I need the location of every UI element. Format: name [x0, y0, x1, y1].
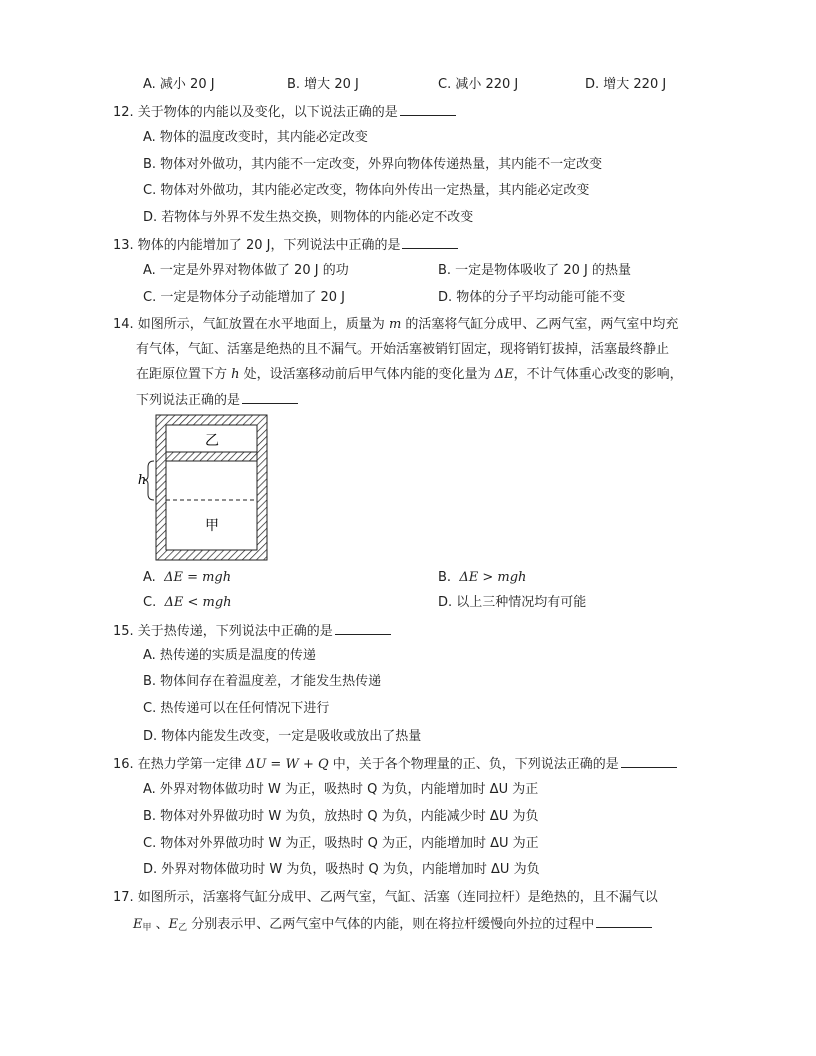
label-yi: 乙	[205, 433, 219, 449]
q14-stem-line3: 在距原位置下方 h 处，设活塞移动前后甲气体内能的变化量为 ΔE，不计气体重心改变的影响，	[136, 367, 683, 382]
answer-blank	[400, 103, 456, 116]
q15-option-d: D. 物体内能发生改变，一定是吸收或放出了热量	[143, 729, 422, 744]
q13-option-a: A. 一定是外界对物体做了 20 J 的功	[143, 263, 349, 278]
q11-option-d: D. 增大 220 J	[585, 77, 667, 92]
q12-option-a: A. 物体的温度改变时，其内能必定改变	[143, 130, 368, 145]
q12-stem: 12. 关于物体的内能以及变化，以下说法正确的是	[113, 103, 456, 122]
answer-blank	[402, 236, 458, 249]
q14-stem-line1: 14. 如图所示，气缸放置在水平地面上，质量为 m 的活塞将气缸分成甲、乙两气室，两气室中均充	[113, 317, 679, 332]
q16-option-b: B. 物体对外界做功时 W 为负，放热时 Q 为负，内能减少时 ΔU 为负	[143, 809, 539, 824]
q11-option-a: A. 减小 20 J	[143, 77, 215, 92]
q13-option-b: B. 一定是物体吸收了 20 J 的热量	[438, 263, 631, 278]
q11-option-b: B. 增大 20 J	[287, 77, 359, 92]
q11-option-c: C. 减小 220 J	[438, 77, 519, 92]
q16-option-d: D. 外界对物体做功时 W 为负，吸热时 Q 为负，内能增加时 ΔU 为负	[143, 862, 540, 877]
q13-stem: 13. 物体的内能增加了 20 J，下列说法中正确的是	[113, 236, 458, 255]
q12-option-c: C. 物体对外做功，其内能必定改变，物体向外传出一定热量，其内能必定改变	[143, 183, 590, 198]
q14-option-d: D. 以上三种情况均有可能	[438, 595, 587, 610]
label-h: h	[137, 473, 147, 488]
q14-option-b: B. ΔE > mgh	[438, 570, 527, 585]
q15-option-a: A. 热传递的实质是温度的传递	[143, 648, 316, 663]
q17-stem-line1: 17. 如图所示，活塞将气缸分成甲、乙两气室，气缸、活塞（连同拉杆）是绝热的，且不漏气以	[113, 890, 658, 905]
q14-option-a: A. ΔE = mgh	[143, 570, 232, 585]
label-jia: 甲	[205, 518, 219, 534]
q15-option-b: B. 物体间存在着温度差，才能发生热传递	[143, 674, 382, 689]
q16-option-c: C. 物体对外界做功时 W 为正，吸热时 Q 为正，内能增加时 ΔU 为正	[143, 836, 539, 851]
q15-option-c: C. 热传递可以在任何情况下进行	[143, 701, 330, 716]
q16-stem: 16. 在热力学第一定律 ΔU = W + Q 中，关于各个物理量的正、负，下列说法正确的是	[113, 755, 677, 774]
q12-option-d: D. 若物体与外界不发生热交换，则物体的内能必定不改变	[143, 210, 474, 225]
q12-option-b: B. 物体对外做功，其内能不一定改变，外界向物体传递热量，其内能不一定改变	[143, 157, 603, 172]
q14-cylinder-figure	[130, 410, 280, 565]
q13-option-c: C. 一定是物体分子动能增加了 20 J	[143, 290, 345, 305]
answer-blank	[596, 915, 652, 928]
q14-option-c: C. ΔE < mgh	[143, 595, 232, 610]
q17-stem-line2: $E_甲$ 、$E_乙$ 分别表示甲、乙两气室中气体的内能，则在将拉杆缓慢向外拉的过程中	[133, 915, 652, 937]
q14-stem-line2: 有气体，气缸、活塞是绝热的且不漏气。开始活塞被销钉固定，现将销钉拔掉，活塞最终静止	[136, 342, 670, 357]
piston	[166, 452, 257, 461]
q13-option-d: D. 物体的分子平均动能可能不变	[438, 290, 626, 305]
q15-stem: 15. 关于热传递，下列说法中正确的是	[113, 622, 391, 641]
q14-stem-line4: 下列说法正确的是	[136, 391, 298, 410]
answer-blank	[242, 391, 298, 404]
answer-blank	[621, 755, 677, 768]
answer-blank	[335, 622, 391, 635]
q16-option-a: A. 外界对物体做功时 W 为正，吸热时 Q 为负，内能增加时 ΔU 为正	[143, 782, 539, 797]
